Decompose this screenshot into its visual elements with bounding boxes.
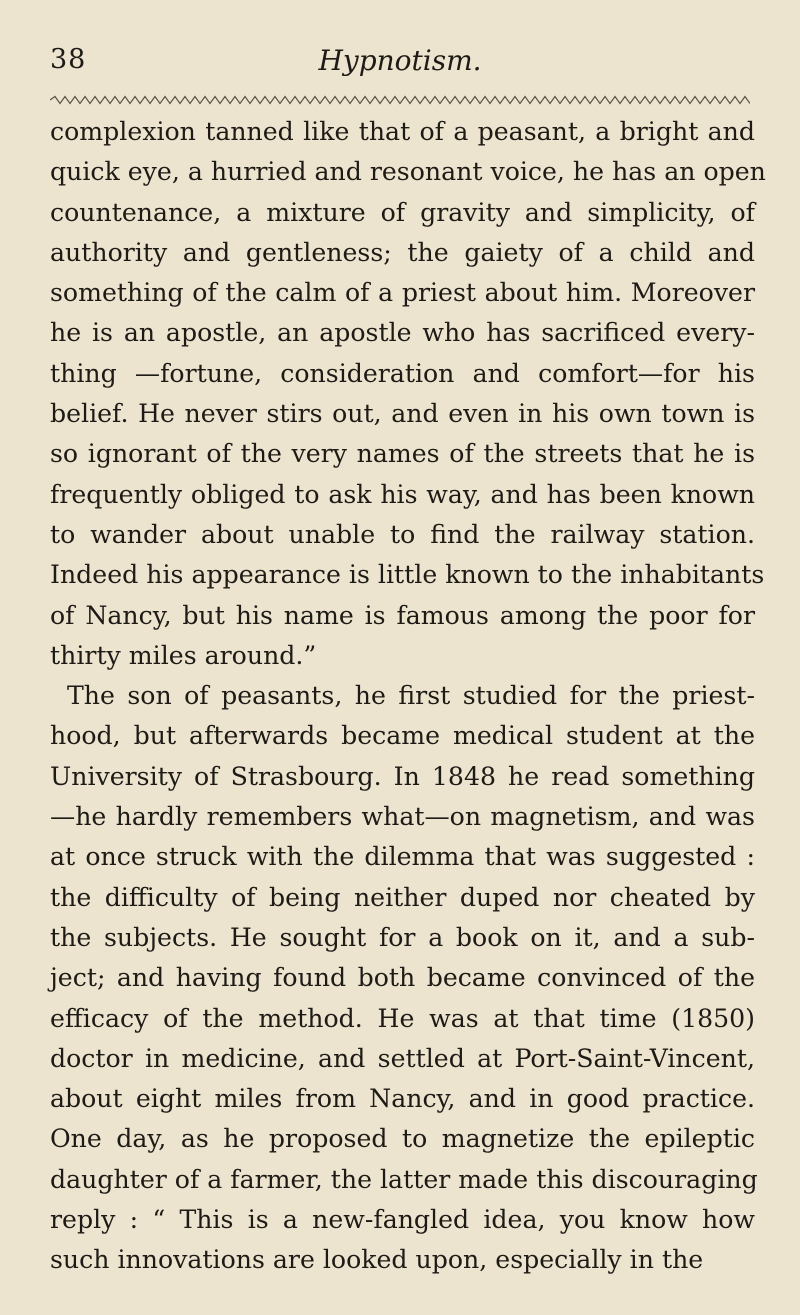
header-ornament-rule [50, 94, 750, 106]
text-line: reply : “ This is a new-fangled idea, you know how [50, 1205, 755, 1235]
text-line: so ignorant of the very names of the streets that he is [50, 439, 755, 469]
text-line: such innovations are looked upon, especially in the [50, 1245, 704, 1275]
text-line: countenance, a mixture of gravity and simplicity, of [50, 197, 755, 227]
text-line: quick eye, a hurried and resonant voice, he has an open [50, 157, 766, 187]
text-line: efficacy of the method. He was at that time (1850) [50, 1003, 755, 1033]
text-line: ject; and having found both became convinced of the [50, 963, 755, 993]
text-line: frequently obliged to ask his way, and has been known [50, 479, 755, 509]
text-line: authority and gentleness; the gaiety of a child and [50, 237, 755, 267]
text-line: One day, as he proposed to magnetize the epileptic [50, 1124, 755, 1154]
text-line: about eight miles from Nancy, and in good practice. [50, 1084, 755, 1114]
text-line: to wander about unable to find the railway station. [50, 519, 755, 549]
running-title: Hypnotism. [318, 44, 482, 77]
text-line: of Nancy, but his name is famous among the poor for [50, 600, 755, 630]
body-text [50, 112, 766, 1281]
text-line: the difficulty of being neither duped nor cheated by [50, 882, 755, 912]
text-line: something of the calm of a priest about him. Moreover [50, 278, 755, 308]
text-line: he is an apostle, an apostle who has sacrificed every- [50, 318, 755, 348]
text-line: The son of peasants, he first studied for the priest- [67, 681, 755, 711]
text-line: Indeed his appearance is little known to the inhabitants [50, 560, 765, 590]
text-line: daughter of a farmer, the latter made this discouraging [50, 1164, 758, 1194]
page-header [50, 44, 750, 84]
text-line: thirty miles around.” [50, 640, 317, 670]
text-line: thing —fortune, consideration and comfort—for his [50, 358, 755, 388]
text-line: doctor in medicine, and settled at Port-Saint-Vincent, [50, 1043, 755, 1073]
text-line: the subjects. He sought for a book on it, and a sub- [50, 922, 755, 952]
text-line: at once struck with the dilemma that was suggested : [50, 842, 755, 872]
text-line: belief. He never stirs out, and even in his own town is [50, 399, 755, 429]
text-line: —he hardly remembers what—on magnetism, and was [50, 802, 755, 832]
page-number: 38 [50, 44, 87, 75]
text-line: complexion tanned like that of a peasant, a bright and [50, 117, 755, 146]
text-line: University of Strasbourg. In 1848 he read something [50, 761, 755, 791]
text-line: hood, but afterwards became medical student at the [50, 721, 755, 751]
